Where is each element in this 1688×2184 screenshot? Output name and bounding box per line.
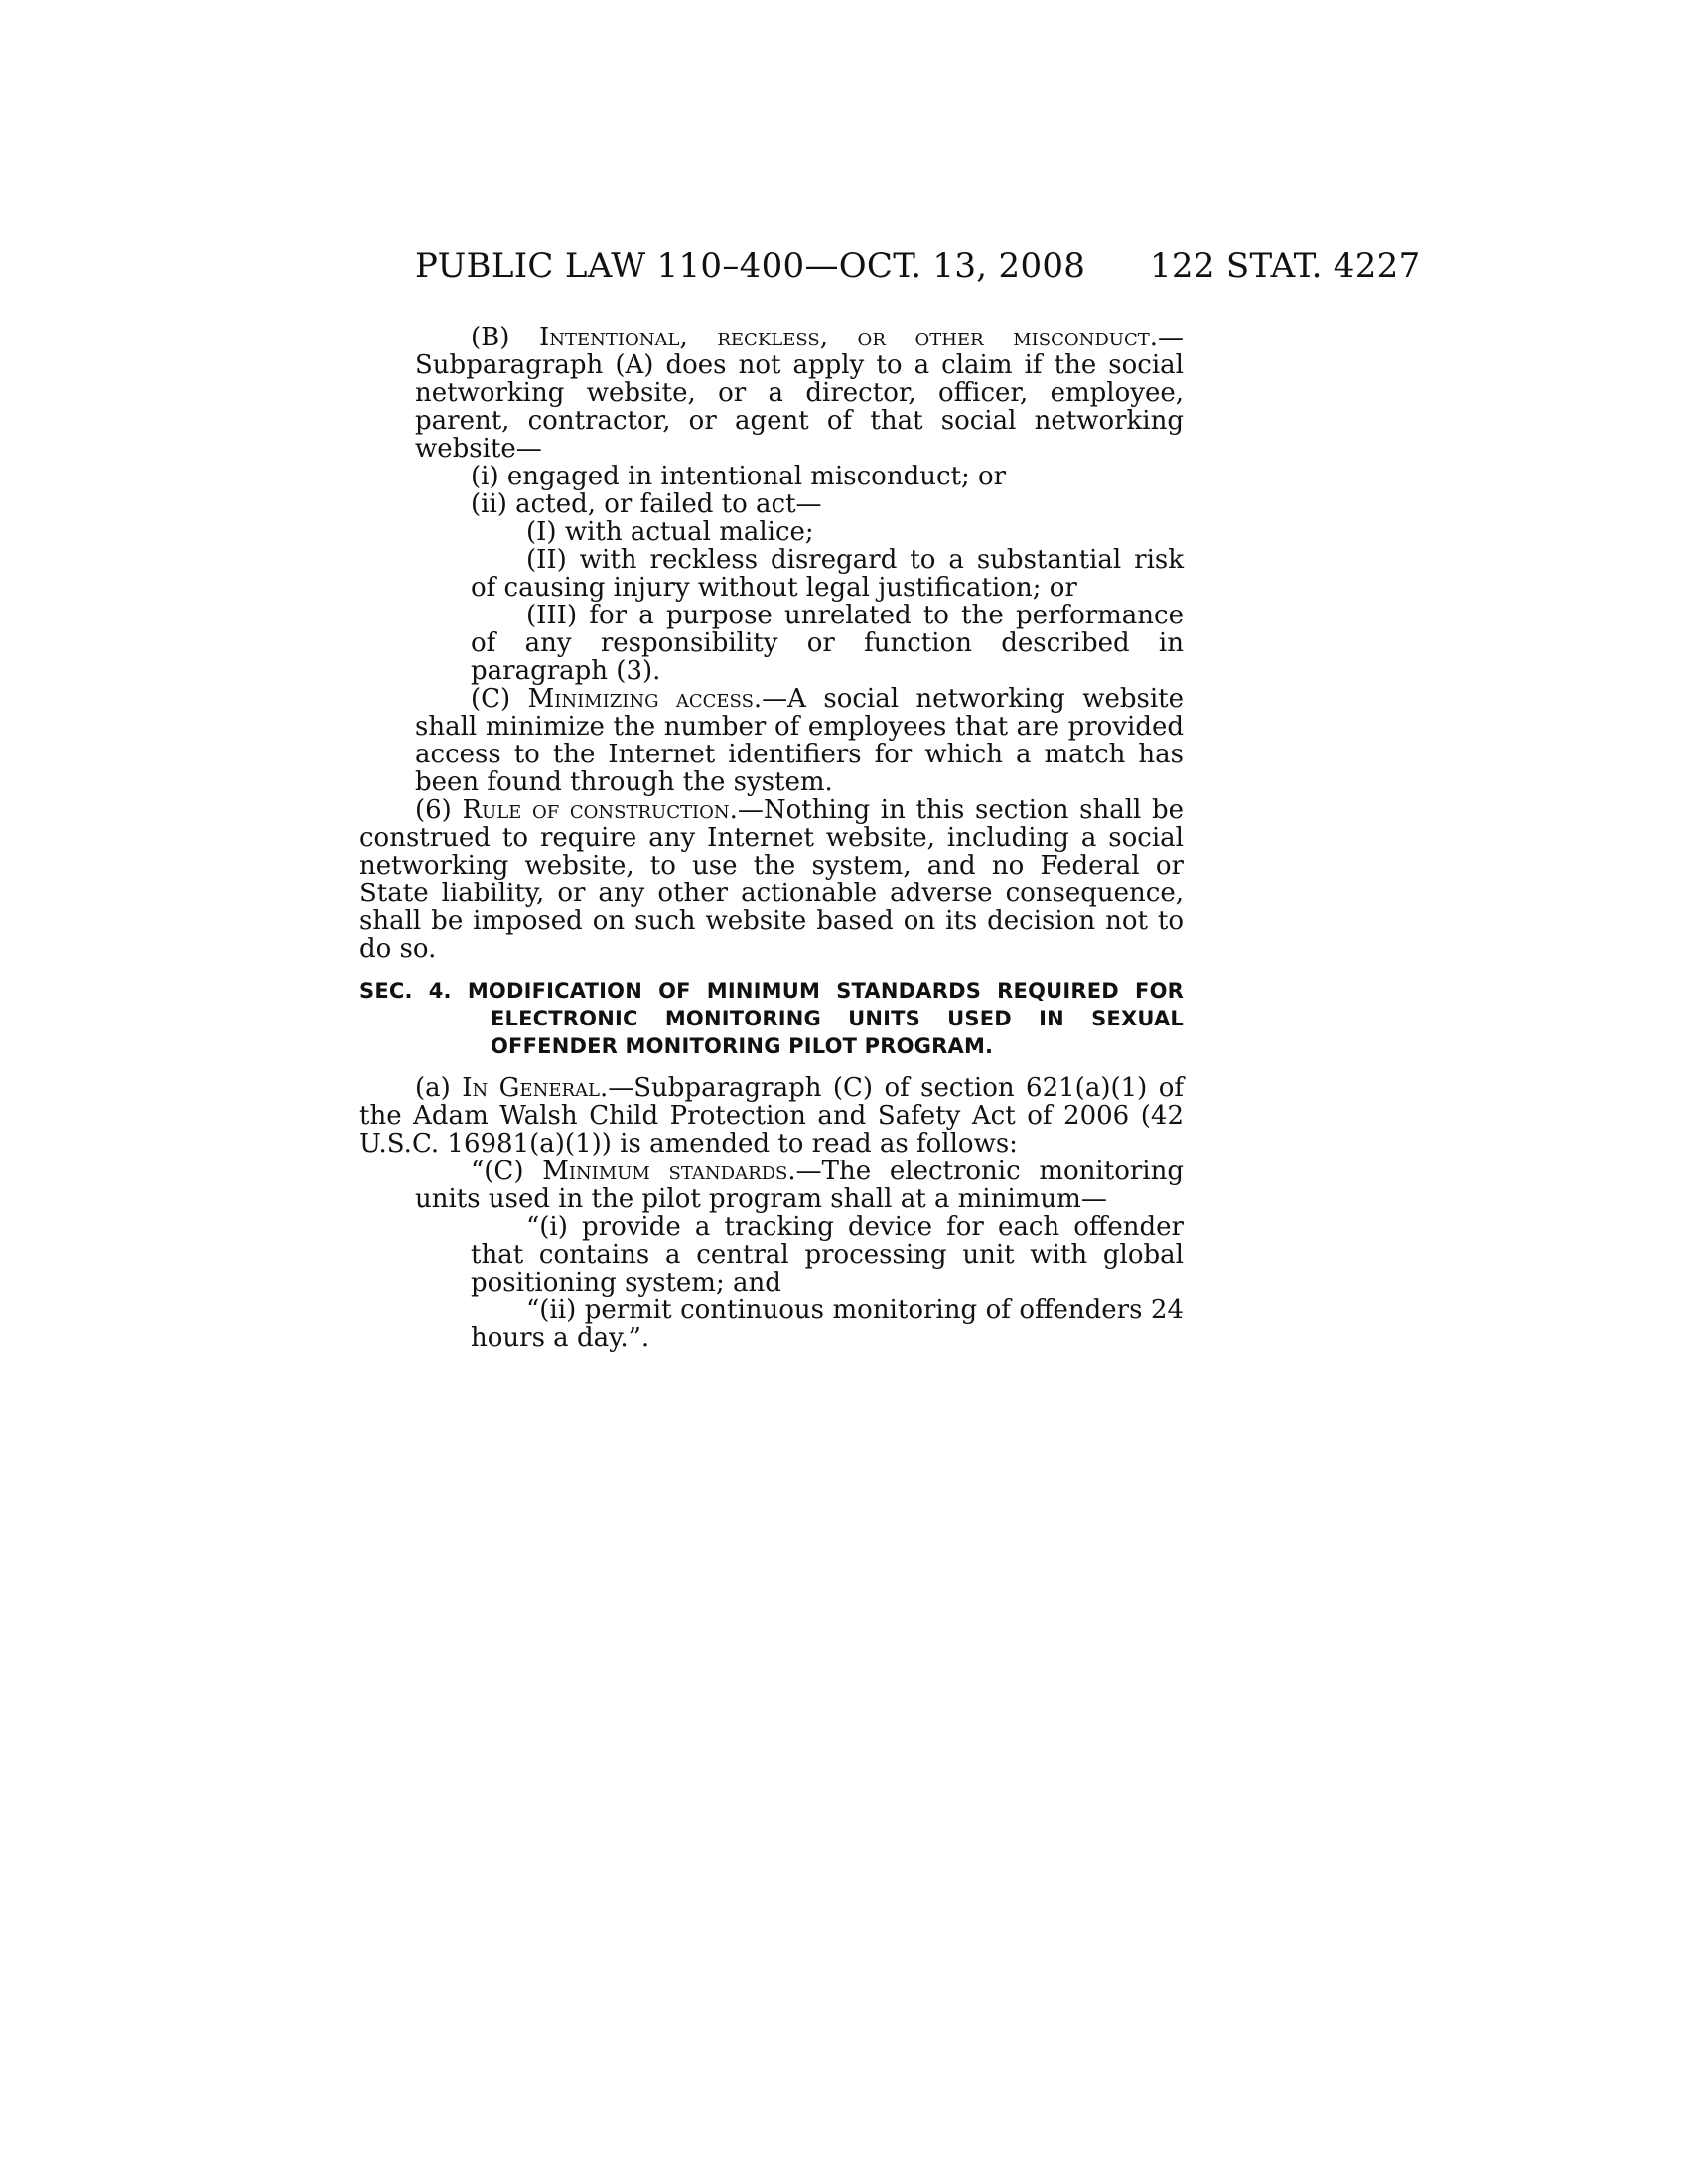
subsection-a-text: —Subparagraph (C) of section 621(a)(1) of the Adam Walsh Child Protection and Safety Act of 2006 (42 U.S.C. 16981(a)(1)) is amended to read as follows: (359, 1073, 1184, 1159)
quoted-clause-ii: “(ii) permit continuous monitoring of offenders 24 hours a day.”. (471, 1296, 1184, 1353)
subparagraph-c-heading: Minimizing access. (527, 684, 763, 714)
subparagraph-b (359, 324, 1184, 463)
page-body (359, 324, 1184, 1352)
quoted-clause-i: “(i) provide a tracking device for each offender that contains a central processing unit with global positioning system; and (471, 1212, 1184, 1297)
quoted-c-text: —The electronic monitoring units used in the pilot program shall at a minimum— (415, 1157, 1184, 1214)
paragraph-6-number: (6) (415, 795, 463, 825)
subparagraph-b-heading: Intentional, reckless, or other misconduct. (539, 323, 1158, 352)
subparagraph-c-text: —A social networking website shall minimize the number of employees that are provided access to the Internet identifiers for which a match has been found through the system. (415, 684, 1184, 797)
subclause-II: (II) with reckless disregard to a substantial risk of causing injury without legal justification; or (471, 545, 1184, 603)
paragraph-6 (359, 796, 1184, 963)
subsection-a-heading: In General. (462, 1073, 609, 1103)
quoted-subparagraph-c (359, 1158, 1184, 1213)
page-running-head: PUBLIC LAW 110–400—OCT. 13, 2008 (415, 246, 1086, 286)
clause-ii: (ii) acted, or failed to act— (471, 489, 822, 519)
subparagraph-c-number: (C) (471, 684, 528, 714)
subclause-I: (I) with actual malice; (526, 517, 814, 547)
quoted-c-heading: Minimum standards. (542, 1157, 796, 1186)
subparagraph-c (359, 685, 1184, 796)
subsection-a-number: (a) (415, 1073, 463, 1103)
subparagraph-b-number: (B) (471, 323, 539, 352)
paragraph-6-heading: Rule of construction. (462, 795, 738, 825)
section-4-heading: SEC. 4. MODIFICATION OF MINIMUM STANDARDS REQUIRED FOR ELECTRONIC MONITORING UNITS USED IN SEXUAL OFFENDER MONITORING PILOT PROGRAM. (359, 979, 1184, 1058)
subsection-a (359, 1074, 1184, 1158)
subparagraph-b-text: —Subparagraph (A) does not apply to a claim if the social networking website, or a director, officer, employee, parent, contractor, or agent of that social networking website— (415, 323, 1184, 464)
quoted-c-number: “(C) (471, 1157, 543, 1186)
subclause-III: (III) for a purpose unrelated to the performance of any responsibility or function described in paragraph (3). (471, 601, 1184, 686)
clause-i: (i) engaged in intentional misconduct; or (471, 462, 1007, 491)
paragraph-6-text: —Nothing in this section shall be construed to require any Internet website, including a social networking website, to use the system, and no Federal or State liability, or any other actionable adverse consequence, shall be imposed on such website based on its decision not to do so. (359, 795, 1184, 964)
statute-page-number: 122 STAT. 4227 (1150, 246, 1421, 286)
